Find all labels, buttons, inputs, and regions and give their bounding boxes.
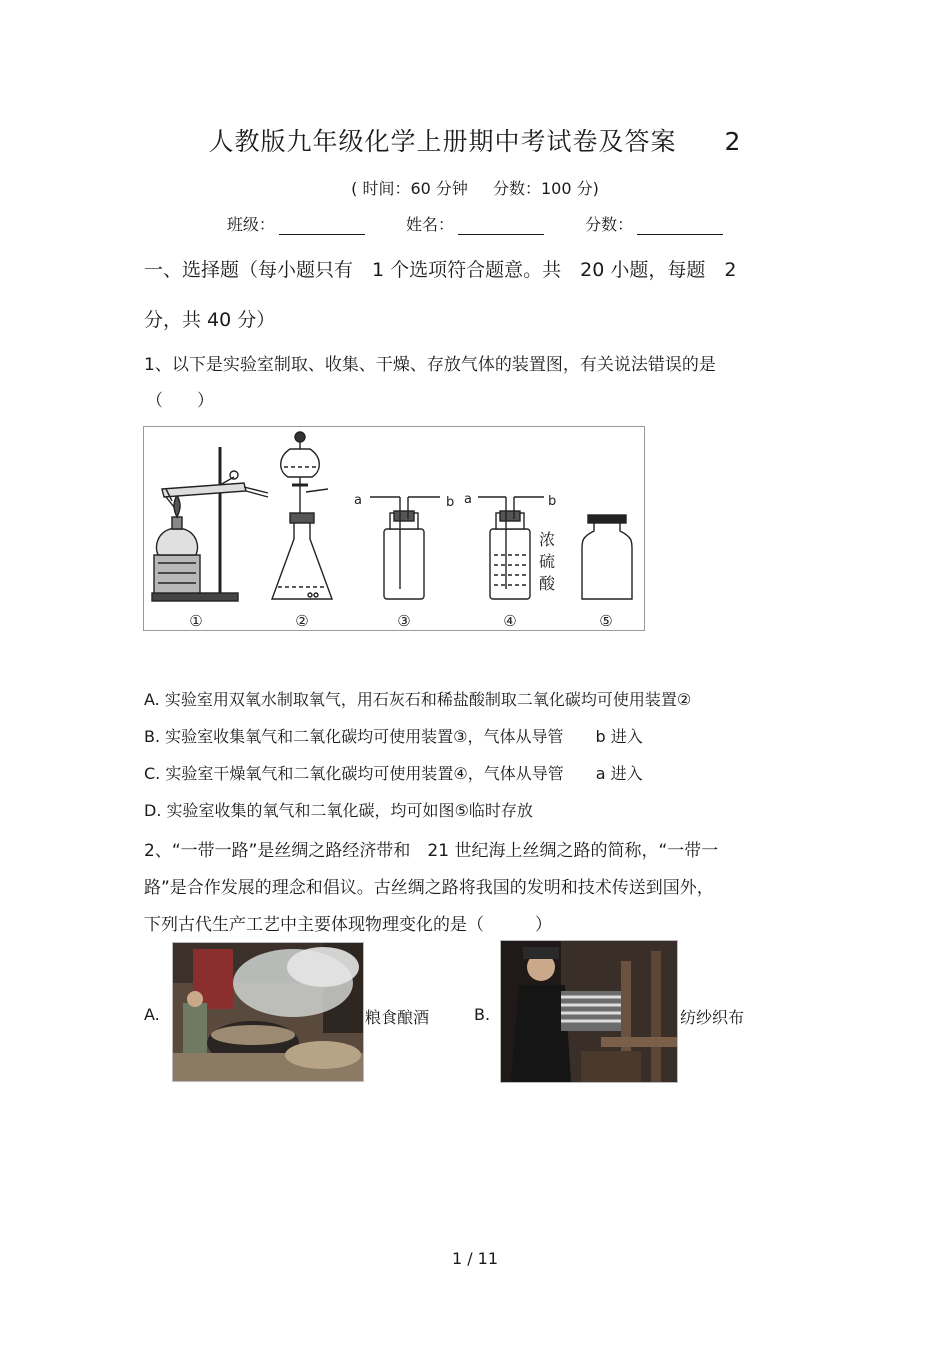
page-title [0, 122, 950, 158]
exam-time: ( 时间：60 分钟 [351, 179, 468, 198]
name-blank [458, 216, 544, 235]
score-field [585, 212, 723, 235]
question-2-line2: 路”是合作发展的理念和倡议。古丝绸之路将我国的发明和技术传送到国外， [144, 878, 714, 898]
class-label: 班级： [226, 215, 275, 234]
question-1-stem: 1、以下是实验室制取、收集、干燥、存放气体的装置图，有关说法错误的是 [144, 355, 716, 375]
apparatus-label-2: ② [295, 612, 309, 630]
acid-label-3: 酸 [539, 574, 556, 593]
exam-score: 分数：100 分) [493, 179, 599, 198]
apparatus-2-generator [272, 432, 332, 599]
apparatus-label-1: ① [189, 612, 203, 630]
question-1-option-c: C. 实验室干燥氧气和二氧化碳均可使用装置④，气体从导管 a 进入 [144, 764, 643, 783]
question-2-option-a-letter: A. [144, 1005, 160, 1024]
brewing-photo [172, 942, 364, 1082]
question-1-paren: （ ） [146, 391, 214, 411]
question-2-line1: 2、“一带一路”是丝绸之路经济带和 21 世纪海上丝绸之路的简称，“一带一 [144, 841, 719, 861]
apparatus-label-3: ③ [397, 612, 411, 630]
section-heading-line1: 一、选择题（每小题只有 1 个选项符合题意。共 20 小题，每题 2 [144, 259, 737, 281]
brewing-photo-image [173, 943, 363, 1081]
class-blank [279, 216, 365, 235]
question-2-option-a-text: 粮食酿酒 [365, 1008, 430, 1027]
title-number: 2 [724, 127, 742, 156]
score-label: 分数： [585, 215, 634, 234]
question-2-line3: 下列古代生产工艺中主要体现物理变化的是（ ） [144, 915, 552, 935]
question-1-option-a: A. 实验室用双氧水制取氧气，用石灰石和稀盐酸制取二氧化碳均可使用装置② [144, 690, 692, 709]
exam-info [0, 176, 950, 199]
tube-a-label-3: a [354, 493, 362, 508]
acid-label-2: 硫 [539, 552, 556, 571]
name-field [406, 212, 544, 235]
section-heading-line2: 分，共 40 分） [144, 309, 276, 331]
page-number: 1 / 11 [451, 1249, 499, 1268]
apparatus-drawing [144, 427, 644, 630]
tube-b-label-3: b [446, 495, 455, 510]
question-1-option-b: B. 实验室收集氧气和二氧化碳均可使用装置③，气体从导管 b 进入 [144, 727, 643, 746]
apparatus-3-collector [370, 497, 440, 599]
apparatus-1-heating [152, 447, 268, 601]
tube-a-label-4: a [464, 492, 472, 507]
apparatus-4-dryer [478, 497, 544, 599]
weaving-photo-image [501, 941, 677, 1082]
score-blank [637, 216, 723, 235]
class-field [227, 212, 365, 235]
apparatus-label-5: ⑤ [599, 612, 613, 630]
student-fields [0, 212, 950, 235]
apparatus-label-4: ④ [503, 612, 517, 630]
question-2-option-b-letter: B. [474, 1005, 491, 1024]
name-label: 姓名： [405, 215, 454, 234]
apparatus-5-storage [582, 515, 632, 599]
title-text: 人教版九年级化学上册期中考试卷及答案 [208, 127, 677, 156]
question-2-option-b-text: 纺纱织布 [680, 1008, 745, 1027]
question-1-option-d: D. 实验室收集的氧气和二氧化碳，均可如图⑤临时存放 [144, 801, 533, 820]
apparatus-figure [143, 426, 645, 631]
weaving-photo [500, 940, 678, 1083]
tube-b-label-4: b [548, 494, 557, 509]
acid-label-1: 浓 [539, 530, 556, 549]
